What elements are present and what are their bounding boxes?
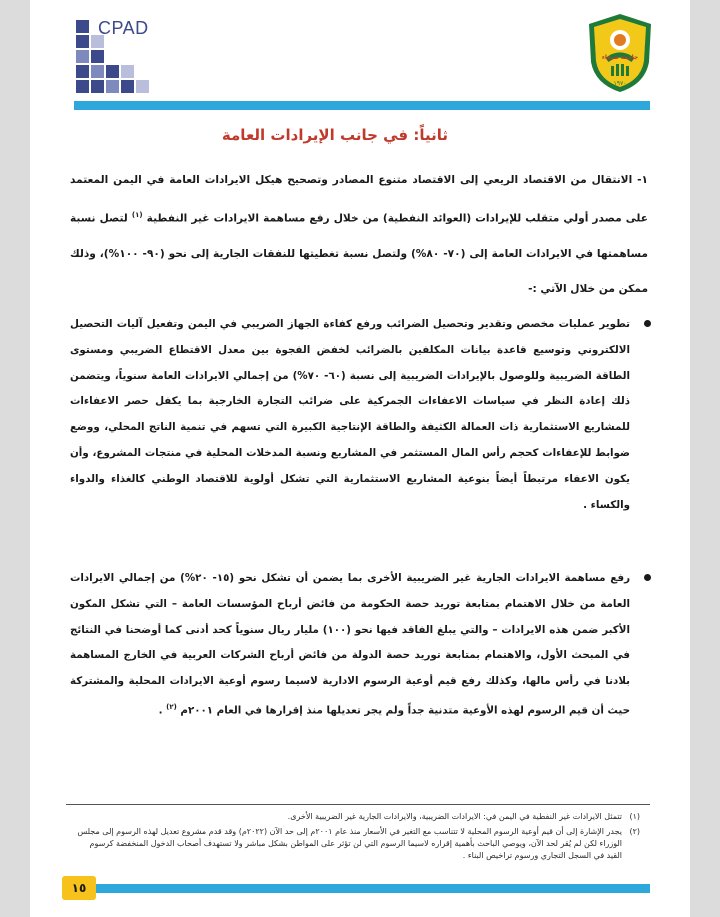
bullet-item xyxy=(70,566,630,724)
footnote-text: تتمثل الايرادات غير النفطية في اليمن في: الايرادات الضريبية، والايرادات الجارية غير الضريبية الأخرى. xyxy=(287,812,622,821)
bullet-text: تطوير عمليات مخصص وتقدير وتحصيل الضرائب ورفع كفاءة الجهاز الضريبي في اليمن وتفعيل آليات التحصيل الالكتروني وتوسيع قاعدة بيانات المكلفين بالضرائب لخفض الفجوة بين معدل الاقتطاع الضريبي ومستوى الطاقة الضريبية وللوصول بالإيرادات الضريبية إلى نسبة (٦٠- ٧٠%) من إجمالي الايرادات العامة سنوياً، ويتضمن ذلك إعادة النظر في سياسات الاعفاءات الجمركية على ضرائب التجارة الخارجية بما يكفل حصر الاعفاءات للمشاريع الاستثمارية ذات العمالة الكثيفة والطاقة الإنتاجية الكبيرة التي تسهم في تنمية الناتج المحلي، ووضع ضوابط للإعفاءات كحجم رأس المال المستثمر في المشاريع ونسبة المدخلات المحلية في منتجات المشروع، وأن يكون الاعفاء مرتبطاً أيضاً بنوعية المشاريع الاستثمارية التي تشكل أولوية للاقتصاد الوطني كالغذاء والدواء والكساء . xyxy=(70,318,631,511)
bullet-item xyxy=(70,312,630,518)
footnote-item xyxy=(74,811,640,823)
footnote-number: (٢) xyxy=(629,827,640,836)
footnote-text: يجدر الإشارة إلى أن قيم أوعية الرسوم المحلية لا تتناسب مع التغير في الأسعار منذ عام ٢٠٠١م إلى حد الآن (٢٠٢٢م) وقد قدم مشروع تعديل لهذه الرسوم إلى مجلس الوزراء لكن لم يُقر لحد الآن، ويوصي الباحث بأهمية إقراره لاسيما الرسوم التي لن تؤثر على المواطن بشكل مباشر ولا تستهدف أصحاب الدخول المنخفضة كرسوم القيد في السجل التجاري ورسوم تراخيص البناء . xyxy=(77,827,622,860)
footnote-ref-2[interactable]: (٢) xyxy=(166,702,177,711)
university-logo-caption: جامعة صنعاء xyxy=(601,54,639,61)
bullet-icon xyxy=(644,320,651,327)
bullet-text-end: . xyxy=(158,704,163,717)
paragraph-1-rest: لتصل نسبة مساهمتها في الايرادات العامة إلى (٧٠- ٨٠%) ولتصل نسبة تغطيتها للنفقات الجارية إلى نحو (٩٠- ١٠٠%)، وذلك ممكن من خلال الآتي :- xyxy=(70,212,648,295)
paragraph-1-lead: ١- الانتقال من الاقتصاد الريعي إلى الاقتصاد متنوع المصادر وتصحيح هيكل الايرادات العامة في اليمن المعتمد على مصدر أولي متقلب للإيرادات (العوائد النفطية) من خلال رفع مساهمة الايرادات غير النفطية xyxy=(70,174,648,225)
footnote-ref-1[interactable]: (١) xyxy=(131,211,143,219)
sanaa-university-logo xyxy=(585,12,655,94)
header-bar xyxy=(74,101,650,110)
section-title: ثانياً: في جانب الإيرادات العامة xyxy=(221,126,448,144)
cpad-logo-text: CPAD xyxy=(98,18,149,38)
university-shield-icon xyxy=(585,12,655,94)
footnotes xyxy=(74,811,640,865)
document-page xyxy=(30,0,690,917)
footnote-item xyxy=(74,826,640,862)
page-number: ١٥ xyxy=(62,876,96,900)
cpad-logo xyxy=(76,18,150,94)
footnote-number: (١) xyxy=(629,812,640,821)
paragraph-1 xyxy=(70,163,648,307)
bullet-icon xyxy=(644,574,651,581)
university-logo-year: ١٩٧٠ xyxy=(613,80,627,87)
footnote-divider xyxy=(66,804,650,805)
footer-bar xyxy=(74,884,650,893)
bullet-text: رفع مساهمة الايرادات الجارية غير الضريبية الأخرى بما يضمن أن تشكل نحو (١٥- ٢٠%) من إجمالي الايرادات العامة من خلال الاهتمام بمتابعة توريد حصة الحكومة من فائض أرباح المؤسسات العامة – التي تشكل المكون الأكبر ضمن هذه الايرادات – والتي يبلغ الفاقد فيها نحو (١٠٠) مليار ريال سنوياً كحد أدنى كما أوضحنا في النتائج في المبحث الأول، والاهتمام بمتابعة توريد حصة الدولة من فائض أرباح الشركات العربية في الخارج المساهمة بلادنا في رأس مالها، وكذلك رفع قيم أوعية الرسوم الادارية لاسيما رسوم أوعية الايرادات المحلية والمشتركة حيث أن قيم الرسوم لهذه الأوعية متدنية جداً ولم يجر تعديلها منذ إقرارها في العام ٢٠٠١م xyxy=(70,572,630,717)
